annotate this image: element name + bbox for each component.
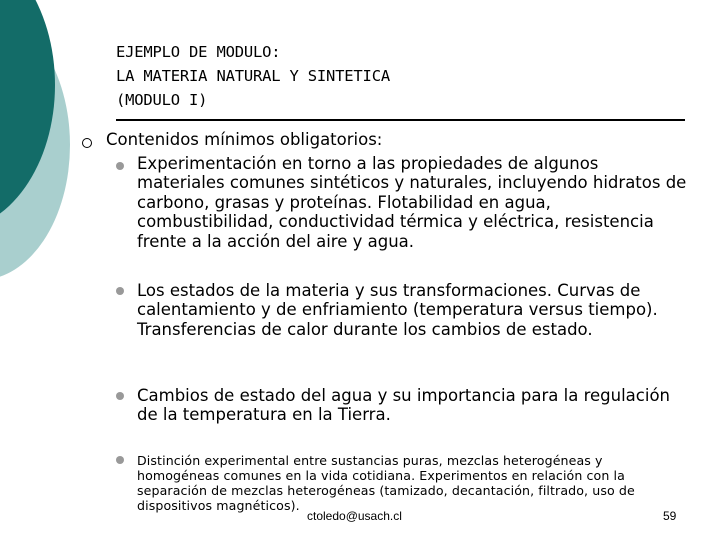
page-number: 59 bbox=[663, 509, 677, 523]
footer-email: ctoledo@usach.cl bbox=[307, 509, 402, 523]
list-item-text: Distinción experimental entre sustancias puras, mezclas heterogéneas y homogéneas comunes en la vida cotidiana. Experimentos en relación con la separación de mezclas heterogéneas (tamizado, decantación, filtrado, uso de dispositivos magnéticos). bbox=[137, 453, 635, 513]
bullet-dot-icon bbox=[116, 392, 124, 400]
title-line-3: (MODULO I) bbox=[116, 91, 208, 109]
bullet-dot-icon bbox=[116, 162, 124, 170]
bullet-dot-icon bbox=[116, 287, 124, 295]
list-item-text: Cambios de estado del agua y su importancia para la regulación de la temperatura en la Tierra. bbox=[137, 386, 671, 425]
content-heading: Contenidos mínimos obligatorios: bbox=[106, 130, 383, 149]
list-item-text: Los estados de la materia y sus transformaciones. Curvas de calentamiento y de enfriamiento (temperatura versus tiempo). Transferencias de calor durante los cambios de estado. bbox=[137, 281, 658, 339]
hollow-circle-bullet-icon bbox=[82, 138, 92, 148]
title-line-2: LA MATERIA NATURAL Y SINTETICA bbox=[116, 67, 390, 85]
slide-title bbox=[116, 40, 390, 112]
title-line-1: EJEMPLO DE MODULO: bbox=[116, 43, 281, 61]
bullet-dot-icon bbox=[116, 456, 124, 464]
list-item-text: Experimentación en torno a las propiedades de algunos materiales comunes sintéticos y naturales, incluyendo hidratos de carbono, grasas y proteínas. Flotabilidad en agua, combustibilidad, conductividad térmica y eléctrica, resistencia frente a la acción del aire y agua. bbox=[137, 154, 687, 251]
title-underline bbox=[116, 119, 685, 121]
